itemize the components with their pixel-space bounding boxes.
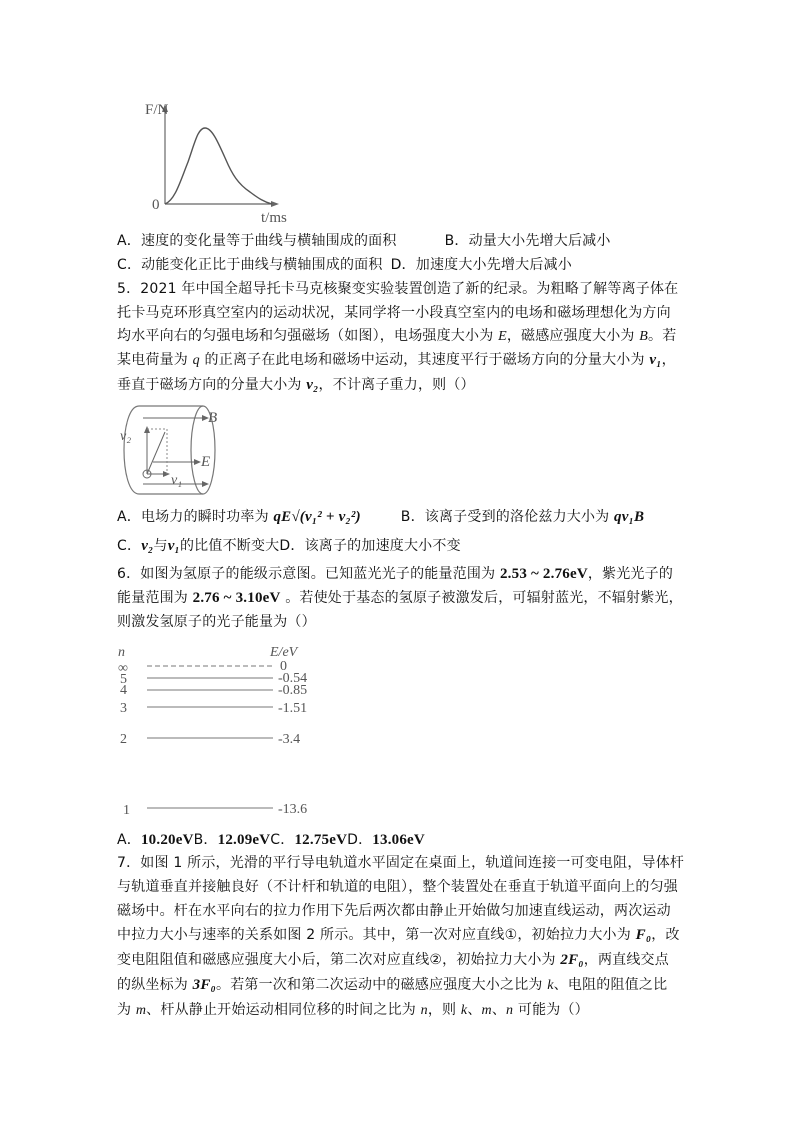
field-cylinder-diagram [117,404,217,498]
q7-stem-line1: 7．如图 1 所示，光滑的平行导电轨道水平固定在桌面上，轨道间连接一可变电阻，导体杆 [117,855,685,871]
text: ，两直线交点 [583,952,669,968]
text: ，紫光光子的 [587,566,674,582]
force-time-graph [140,92,320,227]
q6-option-d[interactable] [347,832,425,848]
symbol-q: q [192,353,200,368]
q7-stem-line7 [117,1001,589,1020]
q6-option-c[interactable] [270,832,347,848]
formula: qE√(v₁² + v₂²) [273,509,361,525]
q5-options-row2 [117,537,461,555]
symbol-k: k [547,978,554,993]
symbol-k: k [460,1003,468,1018]
symbol-n: n [506,1003,514,1018]
text: 某电荷量为 [117,352,193,368]
text: 与 [153,538,168,554]
q7-stem-line2: 与轨道垂直并接触良好（不计杆和轨道的电阻），整个装置处在垂直于轨道平面向上的匀强 [117,879,678,895]
q7-stem-line5 [117,951,669,969]
level-energy: -0.54 [278,671,308,686]
text: A． [117,832,141,848]
y-axis-label: F/N [145,102,169,118]
text: 能量范围为 [117,590,193,606]
blue-range: 2.53 ~ 2.76eV [499,566,588,582]
level-n: 5 [120,672,127,687]
text: 。若使处于基态的氢原子被激发后，可辐射蓝光，不辐射紫光， [280,590,683,606]
n-axis-label: n [118,645,125,660]
q6-stem-line3: 则激发氢原子的光子能量为（） [117,614,316,630]
symbol-v2: v₂ [141,538,154,554]
text: A．电场力的瞬时功率为 [117,509,274,525]
value: 13.06eV [372,832,425,848]
text: 为 [117,1002,136,1018]
energy-axis-label: E/eV [270,645,298,660]
text: C． [117,538,142,554]
text: 变电阻阻值和磁感应强度大小后，第二次对应直线②，初始拉力大小为 [117,952,561,968]
q5-options-row1 [117,508,644,526]
text: 。若第一次和第二次运动中的磁感应强度大小之比为 [216,977,548,993]
q4-option-c[interactable]: C．动能变化正比于曲线与横轴围成的面积 [117,257,383,273]
q4-option-b[interactable]: B．动量大小先增大后减小 [444,233,611,249]
q5-option-a[interactable] [117,509,361,525]
text: C． [270,832,295,848]
level-energy: -0.85 [278,683,308,698]
b-field-label: B [208,410,217,426]
level-energy: -3.4 [278,732,301,747]
q4-options-row2 [117,256,572,274]
symbol-m: m [481,1003,492,1018]
text: ，改 [651,927,680,943]
symbol-2f0: 2F₀ [560,952,584,968]
symbol-3f0: 3F₀ [192,977,216,993]
q7-stem-line3: 磁场中。杆在水平向右的拉力作用下先后两次都由静止开始做匀加速直线运动，两次运动 [117,903,671,919]
text: ，不计离子重力，则（） [318,377,475,393]
q5-option-b[interactable] [401,509,644,525]
text: ， [661,352,676,368]
text: D． [347,832,373,848]
text: 的纵坐标为 [117,977,193,993]
value: 12.75eV [294,832,348,848]
q4-options-row1 [117,232,611,250]
level-n: ∞ [118,661,128,676]
q7-stem-line4 [117,926,680,944]
text: 的比值不断变大 [179,538,280,554]
symbol-m: m [135,1003,147,1018]
text: ，则 [427,1002,461,1018]
text: 、 [467,1002,482,1018]
q5-stem-line4 [117,351,676,370]
energy-level-diagram [115,642,325,817]
value: 10.20eV [140,832,194,848]
q6-option-b[interactable] [194,832,271,848]
level-n: 3 [120,701,127,716]
e-field-label: E [201,454,211,470]
level-n: 1 [123,803,130,817]
formula: qv₁B [614,509,645,525]
symbol-e: E [498,329,507,344]
text: 中拉力大小与速率的关系如图 2 所示。其中，第一次对应直线①，初始拉力大小为 [117,927,636,943]
symbol-b: B [639,329,649,344]
q7-stem-line6 [117,976,667,995]
symbol-v1: v₁ [649,352,662,368]
text: 、电阻的阻值之比 [553,977,668,993]
q6-options-row [117,831,425,849]
v1-label: v₁ [171,473,183,488]
q6-stem-line1 [117,565,673,583]
symbol-f0: F₀ [635,927,652,943]
q4-option-a[interactable]: A．速度的变化量等于曲线与横轴围成的面积 [117,233,397,249]
text: 均水平向右的匀强电场和匀强磁场（如图），电场强度大小为 [117,328,499,344]
text: B． [193,832,218,848]
level-energy: -1.51 [278,701,308,716]
q5-stem-line3 [117,327,676,346]
text: 6．如图为氢原子的能级示意图。已知蓝光光子的能量范围为 [117,566,500,582]
value: 12.09eV [217,832,271,848]
x-axis-label: t/ms [261,210,287,226]
q5-stem-line2: 托卡马克环形真空室内的运动状况，某同学将一小段真空室内的电场和磁场理想化为方向 [117,305,671,321]
q5-option-d[interactable]: D．该离子的加速度大小不变 [279,538,461,554]
q6-stem-line2 [117,589,683,607]
symbol-v2: v₂ [306,377,319,393]
text: 。若 [648,328,677,344]
violet-range: 2.76 ~ 3.10eV [192,590,281,606]
level-energy: -13.6 [278,802,308,817]
text: 、杆从静止开始运动相同位移的时间之比为 [146,1002,421,1018]
text: B．该离子受到的洛伦兹力大小为 [400,509,615,525]
q6-option-a[interactable] [117,832,194,848]
q5-option-c[interactable] [117,538,279,554]
origin-label: 0 [152,197,160,213]
text: 、 [491,1002,507,1018]
q5-stem-line5 [117,376,475,394]
level-n: 2 [120,732,127,747]
text: 的正离子在此电场和磁场中运动，其速度平行于磁场方向的分量大小为 [199,352,650,368]
text: 垂直于磁场方向的分量大小为 [117,377,307,393]
text: 可能为（） [513,1002,589,1018]
text: ，磁感应强度大小为 [506,328,640,344]
level-energy: 0 [280,659,287,674]
v2-label: v₂ [120,429,132,444]
q4-option-d[interactable]: D．加速度大小先增大后减小 [390,257,572,273]
symbol-v1: v₁ [167,538,180,554]
q5-stem-line1: 5．2021 年中国全超导托卡马克核聚变实验装置创造了新的纪录。为粗略了解等离子体在 [117,281,679,297]
symbol-n: n [420,1003,428,1018]
level-n: 4 [120,683,127,698]
